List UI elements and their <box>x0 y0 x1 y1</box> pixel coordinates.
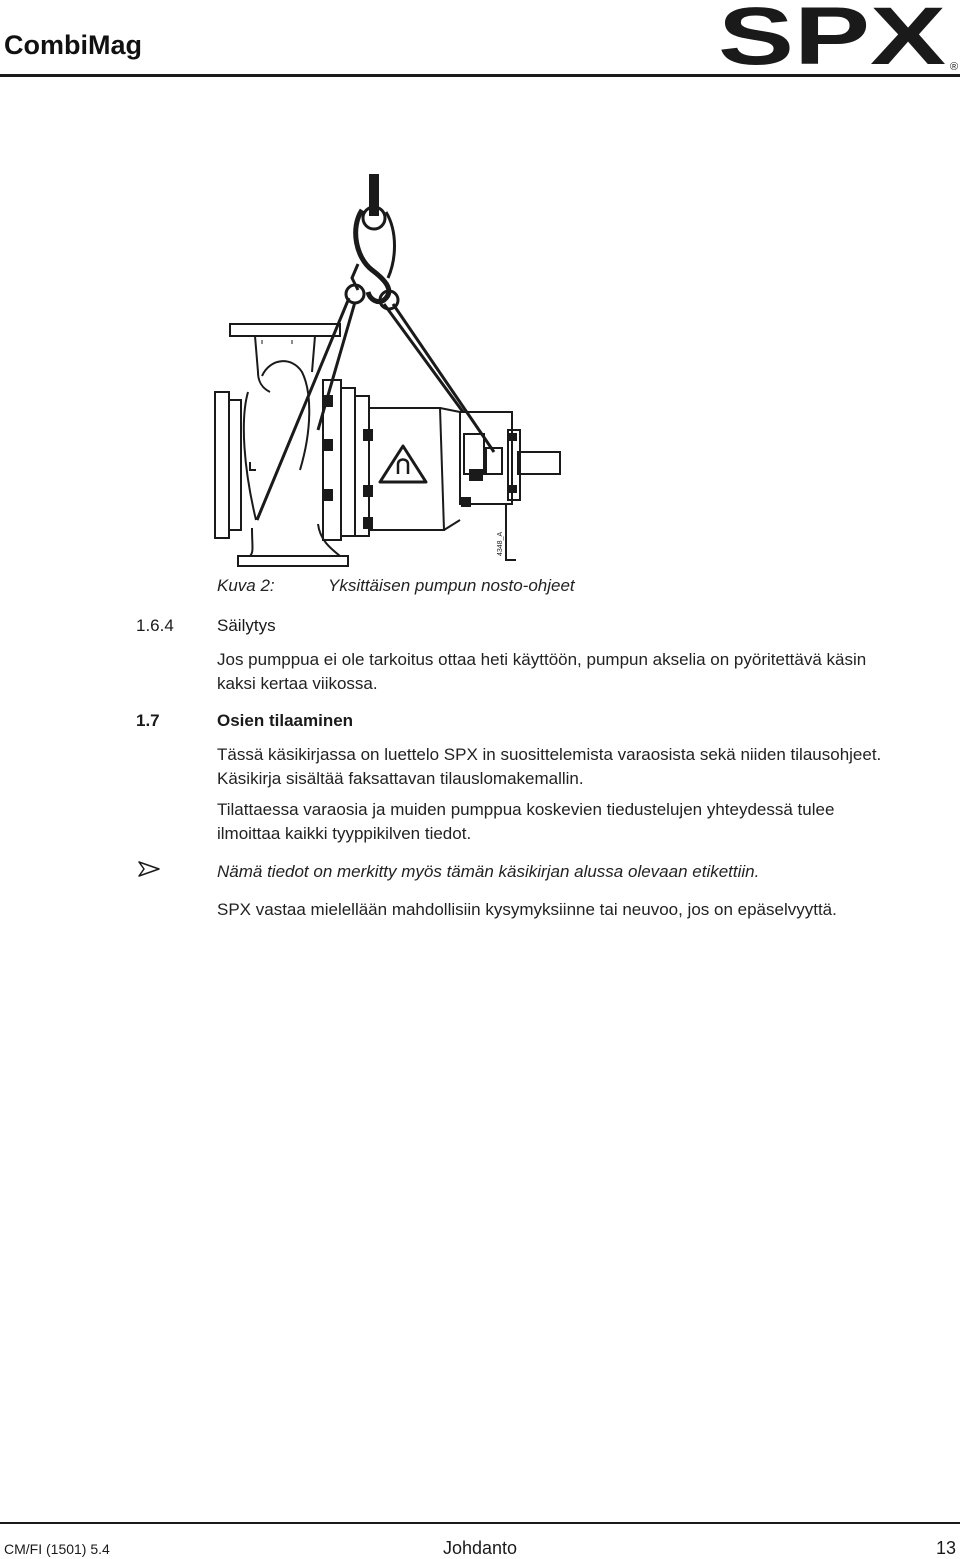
logo-registered-mark: ® <box>950 61 959 73</box>
section-number: 1.6.4 <box>136 616 174 635</box>
section-title: Säilytys <box>217 616 276 635</box>
section-number: 1.7 <box>136 711 160 730</box>
figure-caption-text: Yksittäisen pumpun nosto-ohjeet <box>328 576 575 595</box>
coupling-housing <box>369 408 460 530</box>
bearing-frame <box>460 412 560 560</box>
paragraph-line: kaksi kertaa viikossa. <box>217 674 378 693</box>
footer-document-code: CM/FI (1501) 5.4 <box>4 1541 110 1557</box>
arrowhead-icon <box>138 860 160 878</box>
paragraph-line: Jos pumppua ei ole tarkoitus ottaa heti käyttöön, pumpun akselia on pyöritettävä käsin <box>217 650 867 669</box>
figure-caption-label: Kuva 2: <box>217 576 275 595</box>
logo-text: SPX <box>718 2 946 74</box>
paragraph-line: ilmoittaa kaikki tyyppikilven tiedot. <box>217 824 472 843</box>
magnetic-warning-icon <box>380 446 426 482</box>
drawing-id: 4348_A <box>497 531 504 556</box>
paragraph-line: Tässä käsikirjassa on luettelo SPX in suosittelemista varaosista sekä niiden tilausohjeet. <box>217 745 882 764</box>
pump-bracket <box>323 380 372 540</box>
header-rule <box>0 74 960 77</box>
paragraph-line: Käsikirja sisältää faksattavan tilauslomakemallin. <box>217 769 584 788</box>
footer-page-number: 13 <box>935 1538 956 1558</box>
paragraph-line: Tilattaessa varaosia ja muiden pumppua koskevien tiedustelujen yhteydessä tulee <box>217 800 835 819</box>
section-title: Osien tilaaminen <box>217 711 354 730</box>
footer-chapter: Johdanto <box>442 1538 518 1558</box>
footer-rule <box>0 1522 960 1524</box>
pump-lifting-illustration <box>200 168 580 568</box>
document-title: CombiMag <box>4 30 142 60</box>
crane-cable <box>369 174 379 216</box>
note-text: Nämä tiedot on merkitty myös tämän käsikirjan alussa olevaan etikettiin. <box>217 862 760 881</box>
paragraph-line: SPX vastaa mielellään mahdollisiin kysymyksiinne tai neuvoo, jos on epäselvyyttä. <box>217 900 837 919</box>
spx-logo <box>718 2 960 74</box>
lifting-hook-icon <box>346 207 398 309</box>
